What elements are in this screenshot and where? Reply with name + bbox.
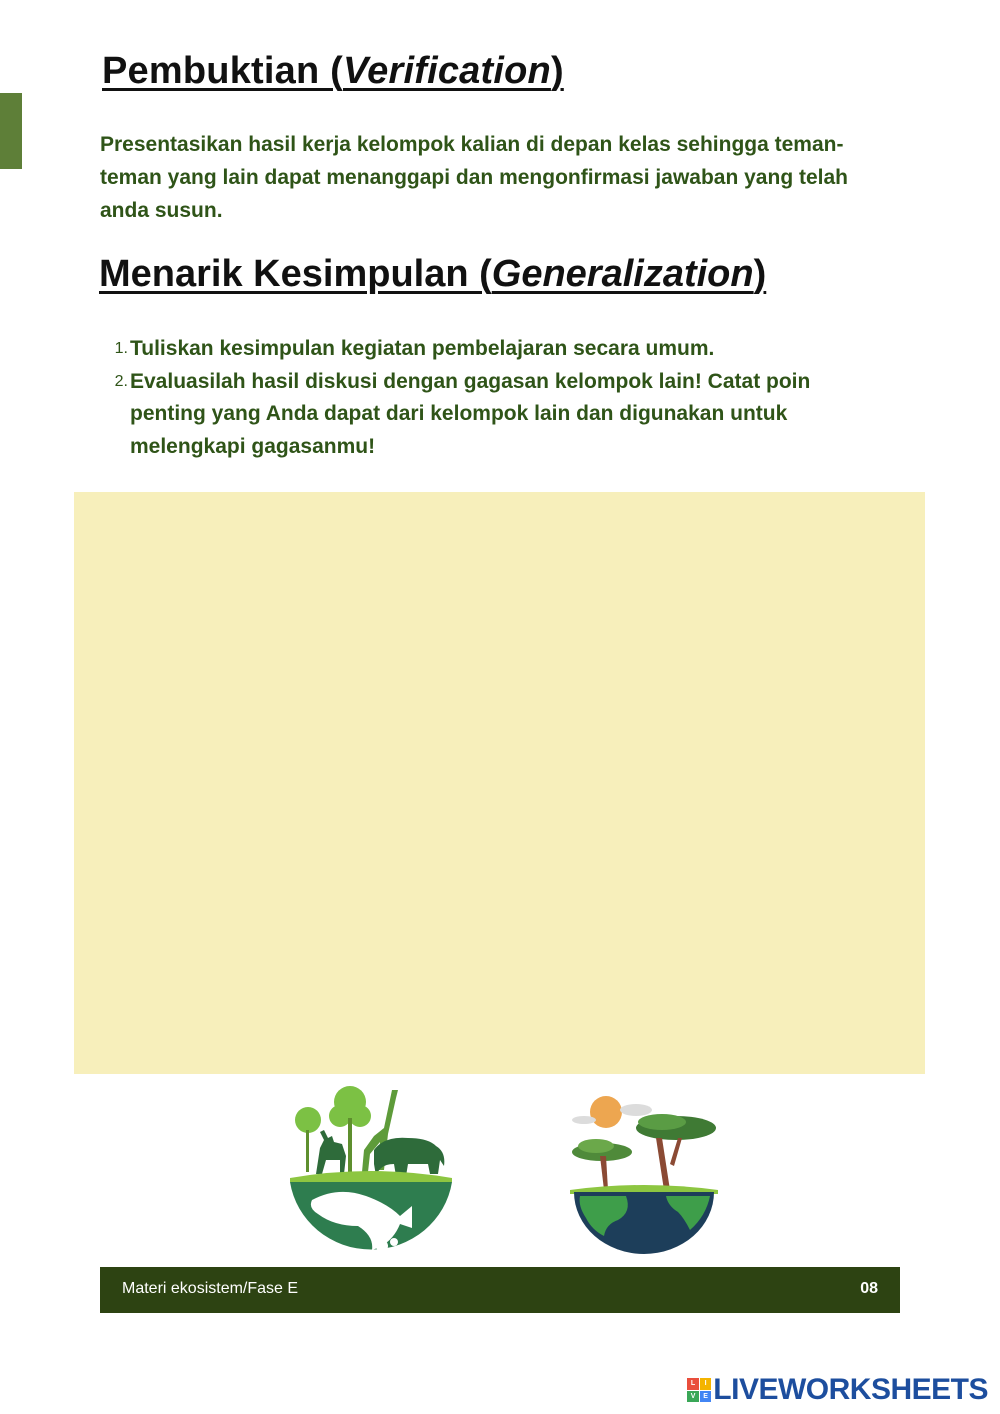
- page-footer: [100, 1267, 900, 1313]
- step-text: Evaluasilah hasil diskusi dengan gagasan kelompok lain! Catat poin penting yang Anda dapat dari kelompok lain dan digunakan untuk melengkapi gagasanmu!: [130, 369, 811, 458]
- liveworksheets-mark-icon: L I V E: [687, 1378, 711, 1402]
- generalization-steps: [100, 333, 860, 463]
- step-item: [100, 333, 860, 366]
- side-tab-marker: [0, 93, 22, 169]
- section-title-generalization: Menarik Kesimpulan (Generalization): [99, 253, 767, 295]
- liveworksheets-logo: [687, 1373, 988, 1407]
- wildlife-earth-illustration: [288, 1082, 454, 1258]
- footer-title: Materi ekosistem/Fase E: [122, 1280, 299, 1297]
- answer-area[interactable]: [74, 492, 925, 1074]
- step-text: Tuliskan kesimpulan kegiatan pembelajaran secara umum.: [130, 337, 715, 360]
- section-title-verification: Pembuktian (Verification): [102, 50, 564, 92]
- page-number: 08: [860, 1280, 878, 1297]
- step-number: 2.: [114, 372, 128, 390]
- step-number: 1.: [114, 340, 128, 357]
- verification-instructions: Presentasikan hasil kerja kelompok kalian di depan kelas sehingga teman-teman yang lain dapat menanggapi dan mengonfirmasi jawaban yang telah anda susun.: [100, 133, 848, 222]
- step-item: [100, 366, 860, 464]
- earth-trees-illustration: [566, 1094, 722, 1256]
- liveworksheets-wordmark: LIVEWORKSHEETS: [713, 1373, 988, 1406]
